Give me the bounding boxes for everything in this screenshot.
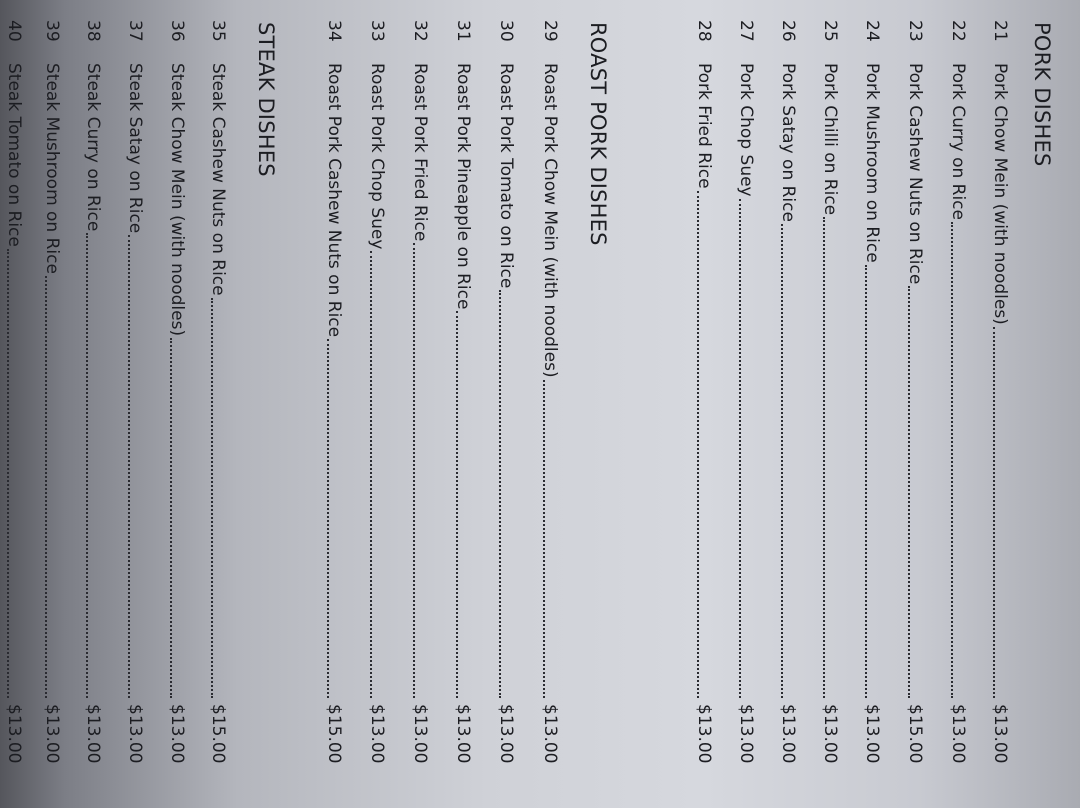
menu-item [319,20,349,802]
item-price: $13.00 [948,704,968,764]
menu-item [815,20,845,802]
item-number: 35 [208,20,228,42]
item-price: $13.00 [125,704,145,764]
item-price: $13.00 [367,704,387,764]
item-price: $13.00 [83,704,103,764]
item-price: $13.00 [736,704,756,764]
item-name: Pork Curry on Rice [948,63,968,220]
item-name: Pork Mushroom on Rice [862,63,882,263]
item-price: $15.00 [208,704,228,764]
item-number: 23 [905,20,925,42]
dot-leader [499,290,501,698]
dot-leader [543,380,545,698]
dot-leader [739,199,741,698]
item-name: Steak Chow Mein (with noodles) [167,63,187,337]
item-name: Roast Pork Chop Suey [367,63,387,250]
item-number: 26 [778,20,798,42]
dot-leader [86,233,88,698]
menu-item [162,20,192,802]
menu-item [985,20,1015,802]
item-price: $13.00 [778,704,798,764]
dot-leader [781,224,783,698]
item-name: Steak Mushroom on Rice [42,63,62,274]
dot-leader [951,222,953,698]
menu-item [448,20,478,802]
item-price: $13.00 [453,704,473,764]
section-title-pork: PORK DISHES [1030,22,1054,167]
menu-item [0,20,29,802]
item-price: $15.00 [905,704,925,764]
item-price: $13.00 [410,704,430,764]
item-price: $13.00 [990,704,1010,764]
item-name: Roast Pork Chow Mein (with noodles) [540,63,560,378]
item-number: 21 [990,20,1010,42]
item-price: $15.00 [324,704,344,764]
item-name: Roast Pork Tomato on Rice [496,63,516,289]
item-number: 30 [496,20,516,42]
item-name: Roast Pork Fried Rice [410,63,430,242]
menu-item [900,20,930,802]
menu-item [535,20,565,802]
menu-item [491,20,521,802]
menu-item [731,20,761,802]
dot-leader [7,249,9,698]
item-number: 33 [367,20,387,42]
item-number: 25 [820,20,840,42]
menu-item [362,20,392,802]
menu-item [857,20,887,802]
item-price: $13.00 [167,704,187,764]
item-name: Roast Pork Pineapple on Rice [453,63,473,310]
menu-item [405,20,435,802]
item-name: Steak Curry on Rice [83,63,103,232]
item-number: 22 [948,20,968,42]
menu-item [120,20,150,802]
item-number: 31 [453,20,473,42]
dot-leader [413,243,415,698]
item-number: 37 [125,20,145,42]
menu-item [203,20,233,802]
item-price: $13.00 [4,704,24,764]
item-name: Pork Fried Rice [694,63,714,189]
item-name: Pork Chop Suey [736,63,756,197]
item-name: Steak Cashew Nuts on Rice [208,63,228,296]
dot-leader [211,298,213,698]
dot-leader [45,276,47,698]
item-price: $13.00 [820,704,840,764]
menu-item [943,20,973,802]
dot-leader [370,251,372,698]
item-price: $13.00 [496,704,516,764]
item-number: 29 [540,20,560,42]
item-price: $13.00 [862,704,882,764]
item-number: 28 [694,20,714,42]
item-number: 34 [324,20,344,42]
item-name: Roast Pork Cashew Nuts on Rice [324,63,344,338]
dot-leader [327,339,329,698]
dot-leader [697,191,699,698]
item-number: 27 [736,20,756,42]
item-price: $13.00 [694,704,714,764]
item-number: 24 [862,20,882,42]
dot-leader [908,286,910,698]
menu-item [773,20,803,802]
dot-leader [456,311,458,698]
item-price: $13.00 [42,704,62,764]
dot-leader [865,265,867,698]
item-name: Steak Satay on Rice [125,63,145,234]
item-number: 40 [4,20,24,42]
menu-item [689,20,719,802]
section-title-roast-pork: ROAST PORK DISHES [586,22,610,246]
item-name: Pork Chow Mein (with noodles) [990,63,1010,325]
dot-leader [128,235,130,698]
item-name: Steak Tomato on Rice [4,63,24,247]
dot-leader [823,217,825,698]
item-price: $13.00 [540,704,560,764]
dot-leader [993,327,995,698]
item-number: 32 [410,20,430,42]
item-name: Pork Chilli on Rice [820,63,840,216]
item-number: 39 [42,20,62,42]
menu-item [37,20,67,802]
item-name: Pork Cashew Nuts on Rice [905,63,925,285]
item-number: 38 [83,20,103,42]
menu-item [78,20,108,802]
item-number: 36 [167,20,187,42]
section-title-steak: STEAK DISHES [254,22,278,177]
item-name: Pork Satay on Rice [778,63,798,222]
dot-leader [170,338,172,698]
